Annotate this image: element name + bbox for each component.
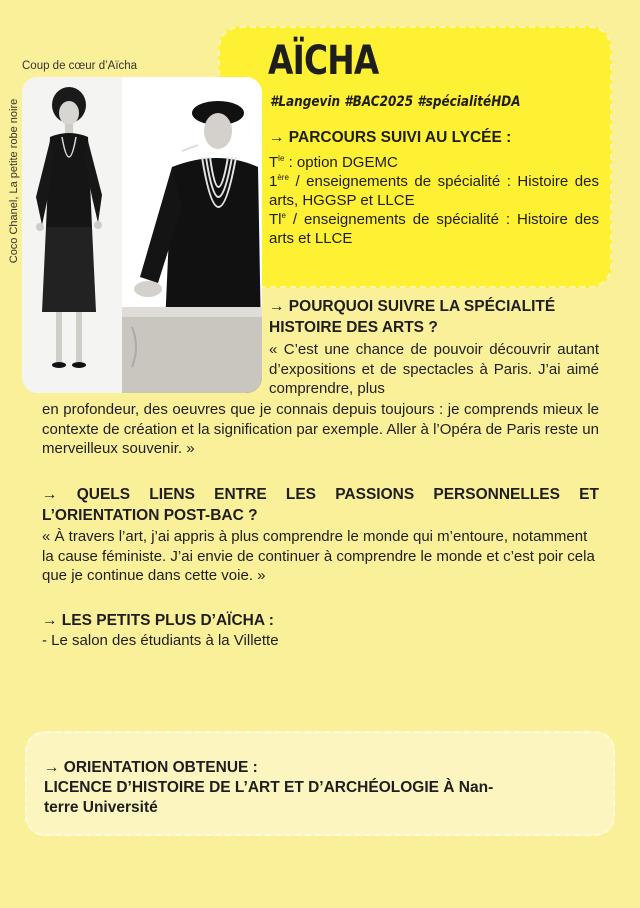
- plus-section: [42, 610, 599, 651]
- pourquoi-text-part1: « C’est une chance de pouvoir découvrir autant d’expositions et de spectacles à Paris. J’ai aimé comprendre, plus: [269, 341, 599, 397]
- photo-illustration: [22, 77, 262, 393]
- parcours-tle: Tl$^e$ / enseignements de spécialité : Histoire des arts et LLCE: [269, 211, 599, 247]
- orientation-heading: → ORIENTATION OBTENUE :: [44, 759, 258, 776]
- parcours-section: [269, 127, 599, 248]
- coco-chanel-photo: [22, 77, 262, 393]
- parcours-terminale: $T^{le}$ : option DGEMC: [269, 154, 398, 171]
- pourquoi-text-part2: en profondeur, des oeuvres que je connais depuis toujours : je comprends mieux le contexte de création et la signification par exemple. Aller à l’Opéra de Paris reste un merveilleux souvenir. »: [42, 401, 599, 457]
- parcours-premiere: 1ère / enseignements de spécialité : Histoire des arts, HGGSP et LLCE: [269, 173, 599, 209]
- plus-heading: → LES PETITS PLUS D’AÏCHA :: [42, 612, 274, 629]
- liens-text: « À travers l’art, j’ai appris à plus comprendre le monde qui m’entoure, notamment la cause féministe. J’ai envie de continuer à comprendre le monde et c’est poir cela que je continue dans cette voie. »: [42, 528, 595, 584]
- pourquoi-heading: → POURQUOI SUIVRE LA SPÉCIALITÉ HISTOIRE DES ARTS ?: [269, 298, 556, 336]
- liens-heading: → QUELS LIENS ENTRE LES PASSIONS PERSONNELLES ET L’ORIENTATION POST-BAC ?: [42, 486, 599, 524]
- liens-section: [42, 484, 599, 586]
- photo-caption: Coup de cœur d’Aïcha: [22, 60, 138, 72]
- plus-item: - Le salon des étudiants à la Villette: [42, 632, 279, 649]
- photo-side-caption: Coco Chanel, La petite robe noire: [8, 98, 20, 264]
- orientation-line1: LICENCE D’HISTOIRE DE L’ART ET D’ARCHÉOLOGIE À Nan-: [44, 779, 494, 796]
- orientation-section: [44, 758, 589, 818]
- orientation-line2: terre Université: [44, 799, 158, 816]
- profile-name: AÏCHA: [268, 38, 379, 84]
- profile-hashtags: #Langevin #BAC2025 #spécialitéHDA: [270, 94, 521, 110]
- parcours-heading: → PARCOURS SUIVI AU LYCÉE :: [269, 129, 512, 146]
